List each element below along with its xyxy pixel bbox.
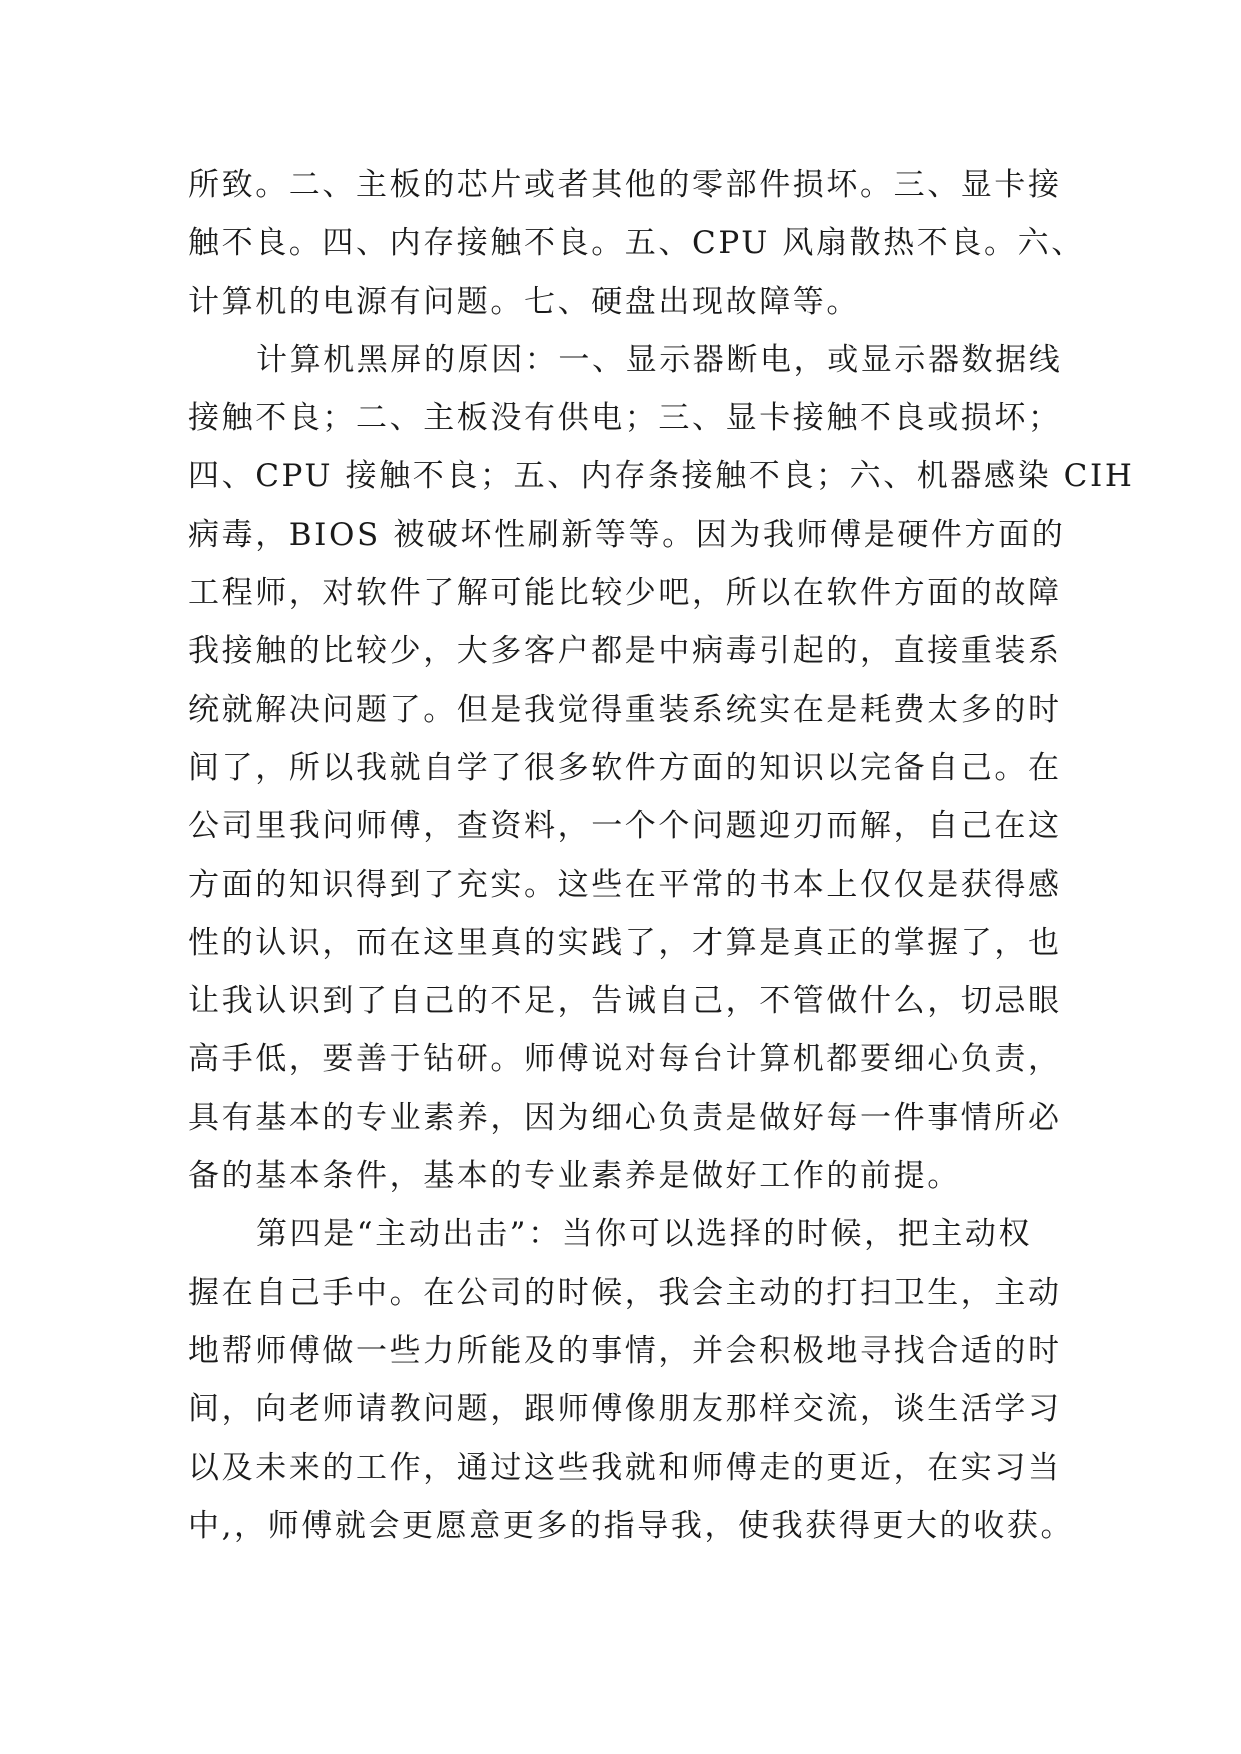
text-line: 以及未来的工作，通过这些我就和师傅走的更近，在实习当 — [188, 1449, 1062, 1486]
text-line: 所致。二、主板的芯片或者其他的零部件损坏。三、显卡接 — [188, 167, 1062, 203]
text-line: 计算机的电源有问题。七、硬盘出现故障等。 — [188, 283, 860, 320]
text-line: 工程师，对软件了解可能比较少吧，所以在软件方面的故障 — [188, 575, 1062, 612]
text-line: 中,，师傅就会更愿意更多的指导我，使我获得更大的收获。 — [188, 1507, 1075, 1544]
text-line: 高手低，要善于钻研。师傅说对每台计算机都要细心负责， — [188, 1041, 1062, 1078]
text-line: 握在自己手中。在公司的时候，我会主动的打扫卫生，主动 — [188, 1274, 1062, 1311]
text-line: 计算机黑屏的原因：一、显示器断电，或显示器数据线 — [256, 341, 1063, 378]
text-line: 具有基本的专业素养，因为细心负责是做好每一件事情所必 — [188, 1099, 1062, 1136]
text-line: 地帮师傅做一些力所能及的事情，并会积极地寻找合适的时 — [188, 1332, 1062, 1369]
text-line: 公司里我问师傅，查资料，一个个问题迎刃而解，自己在这 — [188, 808, 1062, 845]
text-line: 让我认识到了自己的不足，告诫自己，不管做什么，切忌眼 — [188, 983, 1062, 1020]
text-line: 方面的知识得到了充实。这些在平常的书本上仅仅是获得感 — [188, 866, 1062, 903]
body-text — [188, 156, 1135, 1555]
text-line: 间，向老师请教问题，跟师傅像朋友那样交流，谈生活学习 — [188, 1391, 1062, 1428]
text-line: 病毒，BIOS 被破坏性刷新等等。因为我师傅是硬件方面的 — [188, 516, 1066, 553]
text-line: 触不良。四、内存接触不良。五、CPU 风扇散热不良。六、 — [188, 225, 1085, 262]
text-line: 间了，所以我就自学了很多软件方面的知识以完备自己。在 — [188, 749, 1062, 786]
text-line: 我接触的比较少，大多客户都是中病毒引起的，直接重装系 — [188, 633, 1062, 670]
text-line: 性的认识，而在这里真的实践了，才算是真正的掌握了，也 — [188, 924, 1062, 961]
text-line: 备的基本条件，基本的专业素养是做好工作的前提。 — [188, 1158, 961, 1195]
text-line: 第四是“主动出击”：当你可以选择的时候，把主动权 — [256, 1216, 1033, 1253]
text-line: 接触不良；二、主板没有供电；三、显卡接触不良或损坏； — [188, 400, 1062, 437]
text-line: 统就解决问题了。但是我觉得重装系统实在是耗费太多的时 — [188, 691, 1062, 728]
text-line: 四、CPU 接触不良；五、内存条接触不良；六、机器感染 CIH — [188, 458, 1135, 495]
